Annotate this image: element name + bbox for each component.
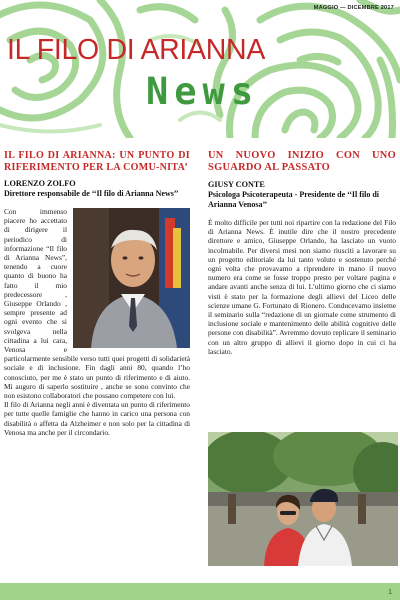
right-article-headline: UN NUOVO INIZIO CON UNO SGUARDO AL PASSATO [208, 150, 396, 173]
issue-date: MAGGIO — DICEMBRE 2017 [313, 5, 394, 11]
page-number: 1 [388, 589, 392, 596]
masthead [0, 0, 400, 138]
right-article [208, 150, 396, 356]
labyrinth-background [0, 0, 400, 138]
right-article-body: È molto difficile per tutti noi ripartire con la redazione del Filo di Arianna News. È inutile dire che il nostro precedente direttore e amico, Giuseppe Orlando, ha lasciato un vuoto incolmabile. Per diversi mesi non siamo riusciti a lavorare su un progetto editoriale da lui tanto voluto e sostenuto perché ogni volta che provavamo a riprendere in mano il nuovo numero era come se fosse troppo presto per voltare pagina e andare avanti anche senza di lui. L’ultimo giorno che ci siamo visti è stato per la formazione degli allievi del Liceo delle scienze umane G. Fortunato di Rionero. Conducevamo insieme il seminario sulla “redazione di un giornale come strumento di inclusione sociale e mantenimento delle abilità cognitive delle persone con disabilità”. Avremmo dovuto replicare il seminario con un altro gruppo di allievi il giorno dopo in cui ci ha lasciato. [208, 218, 396, 356]
author-portrait-photo [73, 208, 190, 348]
left-article-author: LORENZO ZOLFO [4, 179, 76, 188]
portrait-illustration [73, 208, 190, 348]
newspaper-subtitle: News [146, 70, 260, 113]
footer-bar [0, 583, 400, 600]
right-article-author-role: Psicologa Psicoterapeuta - Presidente de ‘‘Il filo di Arianna Venosa’’ [208, 190, 380, 209]
left-article-paragraph-2: Il filo di Arianna negli anni è diventata un punto di riferimento per tutte quelle famiglie che hanno in carico una persona con disabilità o affetta da Alzheimer e non solo per la cittadina di Venosa ma anche per il circondario. [4, 400, 190, 437]
left-article-author-role: Direttore responsabile de ‘‘Il filo di Arianna News’’ [4, 189, 179, 198]
right-article-author: GIUSY CONTE [208, 180, 265, 189]
memorial-photo [208, 432, 398, 566]
left-article [4, 150, 190, 437]
photo-illustration [208, 432, 398, 566]
left-article-body [4, 207, 190, 437]
left-article-intro: Con immenso piacere ho accettato di dirigere il periodico di informazione “Il filo di Arianna News”, tenendo a cuore quanto di buono ha fatto il mio predecessore , Giuseppe Orlando , sempre presente ad ogni evento che si svolgeva nella cittadina a lui cara, Venosa e particolarmente sensibile verso tutti quei progetti di solidarietà sociale e di inclusione. Fin dagli anni 80, quando l’ho conosciuto, per me è stato un punto di riferimento e di aiuto. Mi auguro di saperlo sostituire , anche se sono convinto che non esistono collaboratori che possano competere con lui. [4, 207, 190, 401]
left-article-headline: IL FILO DI ARIANNA: UN PUNTO DI RIFERIMENTO PER LA COMU-NITA’ [4, 150, 190, 173]
newspaper-title: IL FILO DI ARIANNA [7, 34, 266, 66]
